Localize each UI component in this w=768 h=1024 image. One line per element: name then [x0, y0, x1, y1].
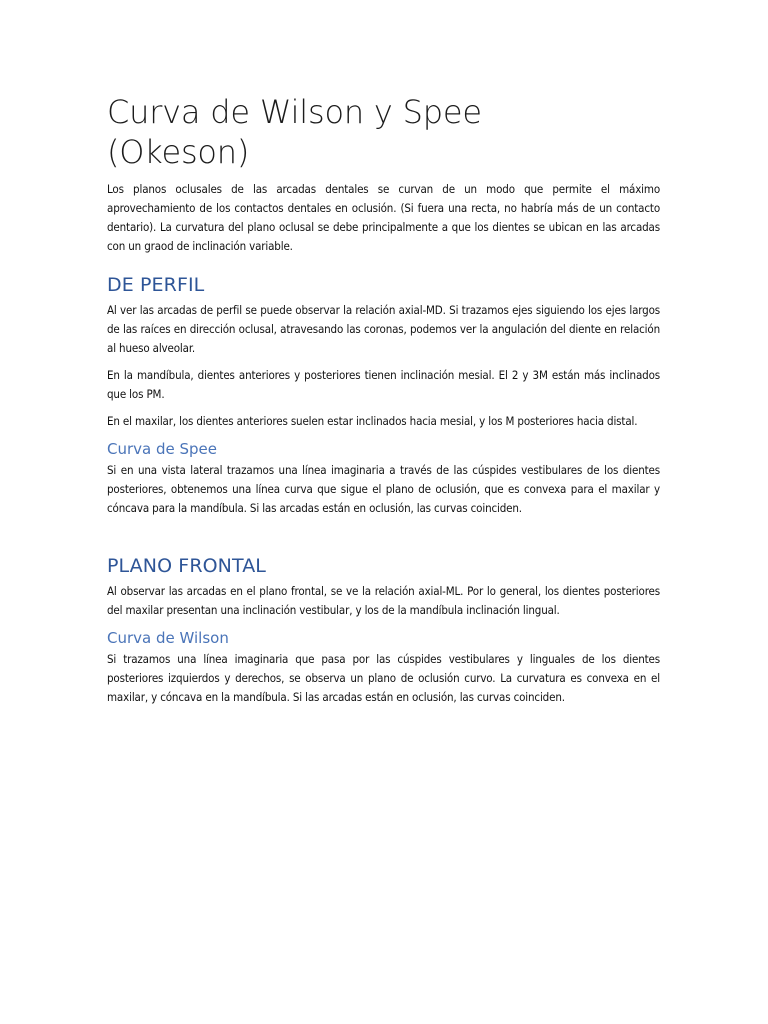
- document-page: [107, 92, 660, 707]
- wilson-paragraph: Si trazamos una línea imaginaria que pasa por las cúspides vestibulares y linguales de los dientes posteriores izquierdos y derechos, se observa un plano de oclusión curvo. La curvatura es convexa en el maxilar, y cóncava en la mandíbula. Si las arcadas están en oclusión, las curvas coinciden.: [107, 652, 660, 704]
- perfil-paragraph-2: En la mandíbula, dientes anteriores y posteriores tienen inclinación mesial. El 2 y 3M están más inclinados que los PM.: [107, 368, 660, 401]
- subheading-curva-spee: Curva de Spee: [107, 440, 218, 458]
- spee-paragraph: Si en una vista lateral trazamos una línea imaginaria a través de las cúspides vestibulares de los dientes posteriores, obtenemos una línea curva que sigue el plano de oclusión, que es convexa para el maxilar y cóncava para la mandíbula. Si las arcadas están en oclusión, las curvas coinciden.: [107, 463, 660, 515]
- title-line-2: (Okeson): [107, 133, 250, 171]
- frontal-paragraph-1: Al observar las arcadas en el plano frontal, se ve la relación axial-ML. Por lo general, los dientes posteriores del maxilar presentan una inclinación vestibular, y los de la mandíbula inclinación lingual.: [107, 584, 660, 617]
- intro-paragraph: Los planos oclusales de las arcadas dentales se curvan de un modo que permite el máximo aprovechamiento de los contactos dentales en oclusión. (Si fuera una recta, no habría más de un contacto dentario). La curvatura del plano oclusal se debe principalmente a que los dientes se ubican en las arcadas con un graod de inclinación variable.: [107, 182, 660, 253]
- subheading-curva-wilson: Curva de Wilson: [107, 629, 229, 647]
- section-heading-perfil: DE PERFIL: [107, 274, 205, 296]
- perfil-paragraph-3: En el maxilar, los dientes anteriores suelen estar inclinados hacia mesial, y los M posteriores hacia distal.: [107, 414, 638, 428]
- document-title: [107, 92, 660, 172]
- perfil-paragraph-1: Al ver las arcadas de perfil se puede observar la relación axial-MD. Si trazamos ejes siguiendo los ejes largos de las raíces en dirección oclusal, atravesando las coronas, podemos ver la angulación del diente en relación al hueso alveolar.: [107, 303, 660, 355]
- section-heading-frontal: PLANO FRONTAL: [107, 555, 266, 577]
- title-line-1: Curva de Wilson y Spee: [107, 93, 482, 131]
